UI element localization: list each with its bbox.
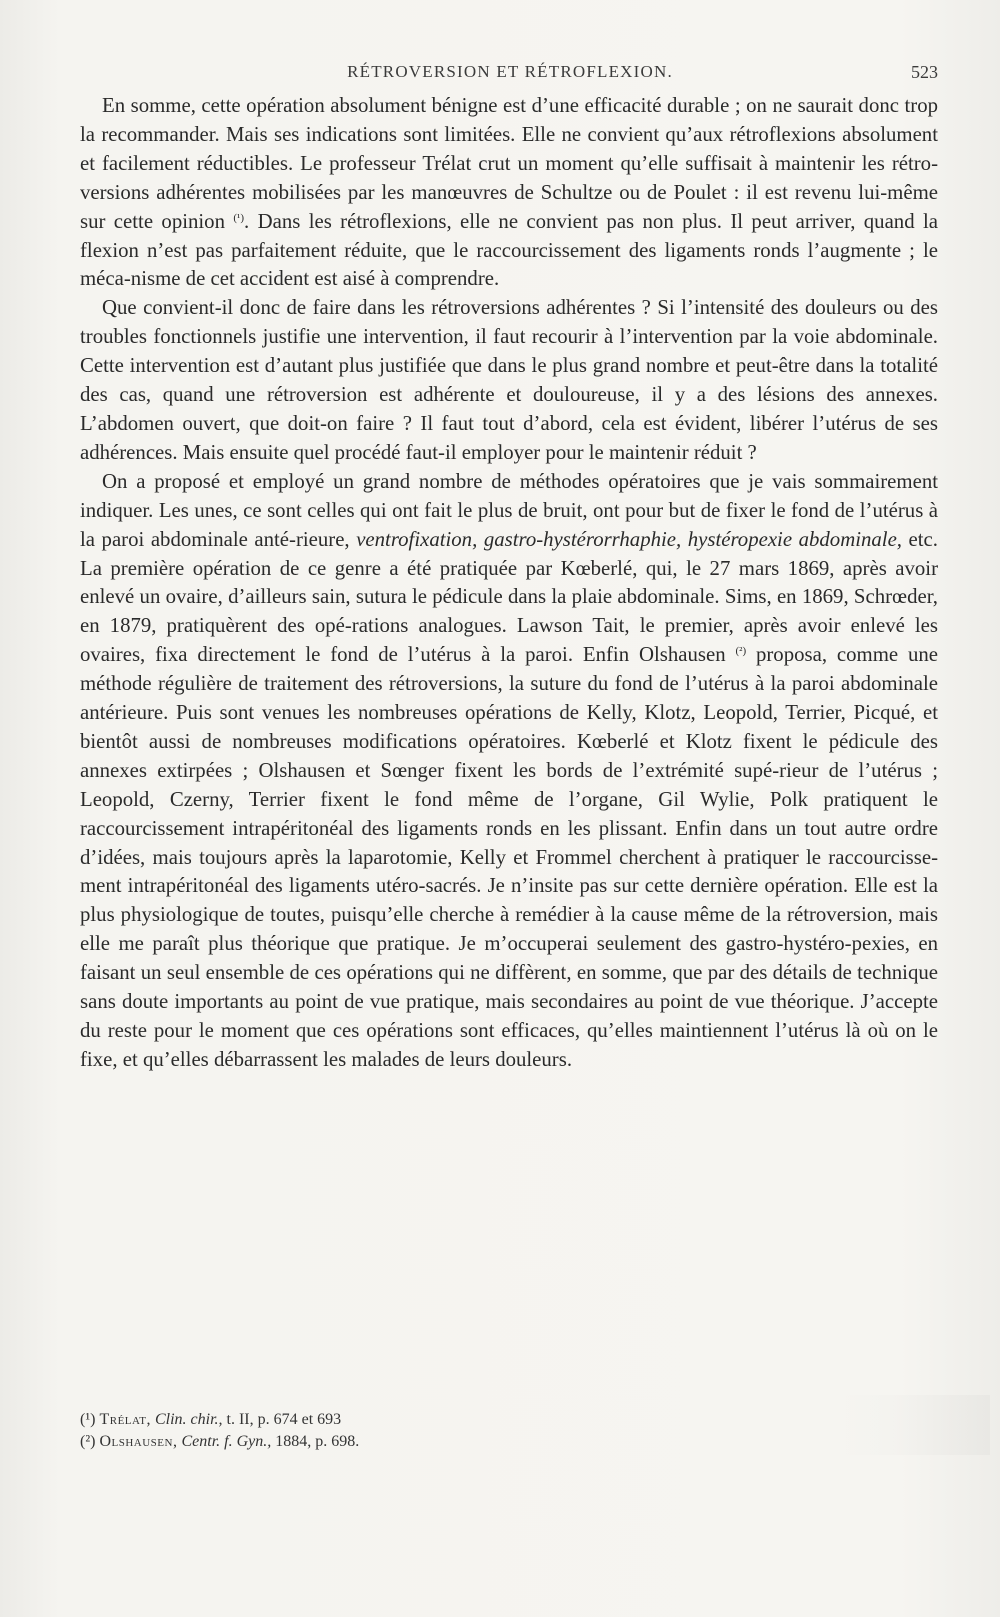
footnote-1-work: Clin. chir.,: [154, 1411, 223, 1428]
page-number: 523: [911, 62, 938, 82]
paragraph-3-text-b: etc. La première opération de ce genre a été pratiquée par Kœberlé, qui, le 27 mars 1869, après avoir enlevé un ovaire, d’ailleurs sain, sutura le pédicule dans la plaie abdominale. Sims, en 1869, Schrœder, en 1879, pratiquèrent des opé-rations analogues. Lawson Tait, le premier, après avoir enlevé les ovaires, fixa directement le fond de l’utérus à la paroi. Enfin Olshausen: [80, 527, 938, 667]
footnote-2: [80, 1431, 780, 1453]
paragraph-2: [80, 294, 938, 467]
footnote-ref-1: (¹): [233, 211, 244, 224]
paragraph-3-text-a: On a proposé et employé un grand nombre de méthodes opératoires que je vais sommairement indiquer. Les unes, ce sont celles qui ont fait le plus de bruit, ont pour but de fixer le fond de l’utérus à la paroi abdominale anté-rieure,: [80, 469, 938, 551]
paragraph-3-text-c: proposa, comme une méthode régulière de traitement des rétroversions, la suture du fond de l’utérus à la paroi abdominale antérieure. Puis sont venues les nombreuses opérations de Kelly, Klotz, Leopold, Terrier, Picqué, et bientôt aussi de nombreuses modifications opératoires. Kœberlé et Klotz fixent le pédicule des annexes extirpées ; Olshausen et Sœnger fixent les bords de l’extrémité supé-rieur de l’utérus ; Leopold, Czerny, Terrier fixent le fond même de l’organe, Gil Wylie, Polk pratiquent le raccourcissement intrapéritonéal des ligaments ronds en les plissant. Enfin dans un tout autre ordre d’idées, mais toujours après la laparotomie, Kelly et Frommel cherchent à pratiquer le raccourcisse-ment intrapéritonéal des ligaments utéro-sacrés. Je n’insite pas sur cette dernière opération. Elle est la plus physiologique de toutes, puisqu’elle cherche à remédier à la cause même de la rétroversion, mais elle me paraît plus théorique que pratique. Je m’occuperai seulement des gastro-hystéro-pexies, en faisant un seul ensemble de ces opérations qui ne diffèrent, en somme, que par des détails de technique sans doute importants au point de vue pratique, mais secondaires au point de vue théorique. J’accepte du reste pour le moment que ces opérations sont efficaces, qu’elles maintiennent l’utérus là où on le fixe, et qu’elles débarrassent les malades de leurs douleurs.: [80, 643, 939, 1071]
paragraph-2-text: Que convient-il donc de faire dans les rétroversions adhérentes ? Si l’intensité des douleurs ou des troubles fonctionnels justifie une intervention, il faut recourir à l’intervention par la voie abdominale. Cette intervention est d’autant plus justifiée que dans le plus grand nombre et peut-être dans la totalité des cas, quand une rétroversion est adhérente et douloureuse, il y a des lésions des annexes. L’abdomen ouvert, que doit-on faire ? Il faut tout d’abord, cela est évident, libérer l’utérus de ses adhérences. Mais ensuite quel procédé faut-il employer pour le maintenir réduit ?: [80, 296, 938, 464]
footnotes: [80, 1409, 780, 1453]
body-text: [80, 92, 938, 1075]
footnote-1-author: Trélat,: [99, 1411, 151, 1428]
paragraph-1-text: En somme, cette opération absolument bénigne est d’une efficacité durable ; on ne saurait donc trop la recommander. Mais ses indications sont limitées. Elle ne convient qu’aux rétroflexions absolument et facilement réductibles. Le professeur Trélat crut un moment qu’elle suffisait à maintenir les rétro-versions adhérentes mobilisées par les manœuvres de Schultze ou de Poulet : il est revenu lui-même sur cette opinion: [80, 94, 938, 233]
bleed-through-shadow: [840, 1395, 990, 1455]
running-title: RÉTROVERSION ET RÉTROFLEXION.: [347, 62, 673, 81]
footnote-2-ref: 1884, p. 698.: [275, 1433, 360, 1450]
paragraph-3-italic-terms: ventrofixation, gastro-hystérorrhaphie, hystéropexie abdominale,: [356, 527, 902, 551]
footnote-ref-2: (²): [735, 645, 747, 658]
paragraph-1: [80, 92, 938, 294]
running-head: [80, 62, 940, 88]
paragraph-3: [80, 468, 938, 1075]
footnote-1-mark: (¹): [80, 1411, 96, 1428]
footnote-2-mark: (²): [80, 1433, 96, 1450]
footnote-1-ref: t. II, p. 674 et 693: [226, 1411, 342, 1428]
footnote-2-author: Olshausen,: [99, 1433, 178, 1450]
footnote-2-work: Centr. f. Gyn.,: [181, 1433, 272, 1450]
footnote-1: [80, 1409, 780, 1431]
paragraph-1-tail: . Dans les rétroflexions, elle ne convient pas non plus. Il peut arriver, quand la flexion n’est pas parfaitement réduite, que le raccourcissement des ligaments ronds l’augmente ; le méca-nisme de cet accident est aisé à comprendre.: [80, 209, 938, 291]
